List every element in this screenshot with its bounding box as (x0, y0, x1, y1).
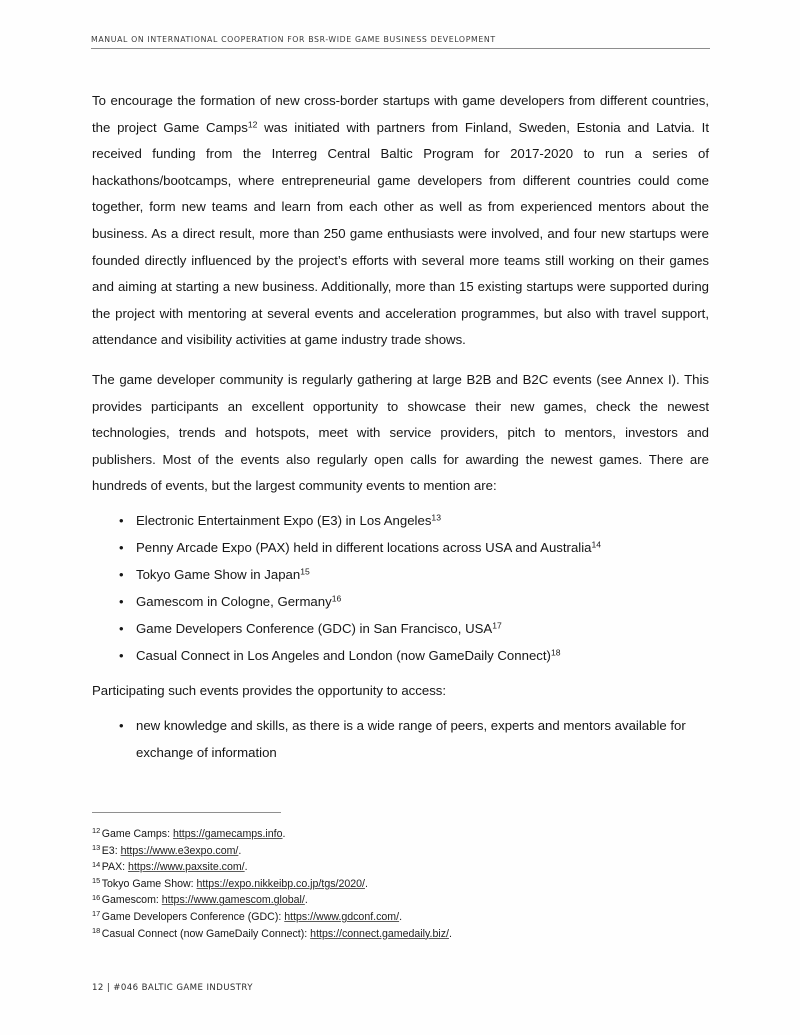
paragraph-participating: Participating such events provides the opportunity to access: (92, 683, 447, 699)
list-item-label: Penny Arcade Expo (PAX) held in different locations across USA and Australia (136, 540, 592, 555)
footnote-label: Game Camps: (101, 828, 173, 840)
list-gap-3 (92, 705, 709, 713)
list-item (92, 508, 709, 535)
bullet-icon: • (119, 648, 124, 664)
footnote-16 (92, 892, 709, 909)
list-gap-1 (92, 500, 709, 508)
list-item-label: new knowledge and skills, as there is a wide range of peers, experts and mentors available for exchange of information (136, 718, 686, 760)
list-item-label: Tokyo Game Show in Japan (136, 567, 301, 583)
bullet-icon: • (119, 718, 124, 734)
footnote-tail: . (364, 877, 368, 890)
paragraph-game-camps-text-1: To encourage the formation of new cross-border startups with game developers from different countries, the project Game Camps (92, 93, 709, 135)
document-body (92, 88, 709, 766)
footnote-number: 12 (92, 826, 101, 836)
footnote-tail: . (399, 910, 403, 923)
benefits-bullet-list (92, 713, 709, 766)
footnote-15 (92, 876, 709, 893)
header-divider (91, 48, 710, 49)
list-gap-2 (92, 670, 709, 678)
list-item (92, 713, 709, 766)
footnote-ref-13[interactable]: 13 (431, 512, 441, 523)
paragraph-gap-1 (92, 354, 709, 367)
footnote-tail: . (238, 844, 242, 857)
footnote-tail: . (244, 861, 248, 874)
footnote-label: Casual Connect (now GameDaily Connect): (101, 927, 311, 940)
list-item (92, 616, 709, 643)
footnote-17 (92, 909, 709, 926)
paragraph-game-camps (92, 88, 709, 354)
footnote-ref-16[interactable]: 16 (331, 593, 342, 604)
footnote-ref-12[interactable]: 12 (247, 119, 258, 130)
footnote-ref-15[interactable]: 15 (300, 566, 310, 577)
footnote-tail: . (448, 927, 452, 940)
footnote-number: 15 (92, 876, 101, 886)
footnote-link[interactable]: https://www.paxsite.com/ (128, 861, 245, 874)
footnote-13 (92, 843, 709, 860)
footnote-ref-18[interactable]: 18 (550, 647, 561, 658)
footnote-link[interactable]: https://www.e3expo.com/ (120, 844, 239, 857)
footnote-label: E3: (101, 844, 121, 857)
footnote-ref-14[interactable]: 14 (591, 539, 602, 550)
list-item (92, 643, 709, 670)
footnote-label: Tokyo Game Show: (101, 877, 197, 890)
list-item-label: Electronic Entertainment Expo (E3) in Los Angeles (136, 512, 432, 528)
list-item-label: Casual Connect in Los Angeles and London (now GameDaily Connect) (136, 648, 551, 664)
footnote-link[interactable]: https://www.gdconf.com/ (284, 910, 400, 923)
footnote-tail: . (282, 828, 286, 840)
footnote-separator (92, 812, 281, 813)
footnote-14 (92, 859, 709, 876)
footnote-link[interactable]: https://gamecamps.info (172, 828, 283, 840)
footnote-label: PAX: (101, 861, 129, 874)
list-item (92, 535, 709, 562)
footnote-number: 17 (92, 909, 101, 919)
page-footer: 12 | #046 BALTIC GAME INDUSTRY (92, 983, 253, 993)
footnote-link[interactable]: https://connect.gamedaily.biz/ (310, 927, 449, 940)
footnote-18 (92, 926, 709, 943)
footnote-label: Gamescom: (101, 894, 162, 907)
running-header (91, 34, 710, 49)
footnote-number: 13 (92, 843, 101, 852)
list-item-label: Game Developers Conference (GDC) in San Francisco, USA (136, 621, 493, 637)
footnote-label: Game Developers Conference (GDC): (101, 910, 285, 923)
footnote-link[interactable]: https://www.gamescom.global/ (161, 894, 305, 907)
footnotes-section (92, 812, 709, 942)
footnote-number: 18 (92, 925, 101, 935)
bullet-icon: • (119, 567, 124, 583)
footnote-tail: . (304, 894, 308, 907)
running-header-title: MANUAL ON INTERNATIONAL COOPERATION FOR BSR-WIDE GAME BUSINESS DEVELOPMENT (91, 35, 496, 44)
list-item-label: Gamescom in Cologne, Germany (136, 594, 332, 610)
bullet-icon: • (119, 621, 124, 637)
footnote-number: 16 (92, 892, 101, 902)
bullet-icon: • (119, 594, 124, 610)
list-item (92, 562, 709, 589)
events-bullet-list (92, 508, 709, 670)
list-item (92, 589, 709, 616)
footnote-ref-17[interactable]: 17 (492, 620, 502, 631)
footnote-link[interactable]: https://expo.nikkeibp.co.jp/tgs/2020/ (196, 877, 365, 890)
bullet-icon: • (119, 540, 124, 555)
paragraph-community-events: The game developer community is regularly gathering at large B2B and B2C events (see Annex I). This provides participants an excellent opportunity to showcase their new games, check the newest technologies, trends and hotspots, meet with service providers, pitch to mentors, investors and publishers. Most of the events also regularly open calls for awarding the newest games. There are hundreds of events, but the largest community events to mention are: (92, 371, 709, 494)
paragraph-game-camps-text-2: was initiated with partners from Finland, Sweden, Estonia and Latvia. It received funding from the Interreg Central Baltic Program for 2017-2020 to run a series of hackathons/bootcamps, where entrepreneurial game developers from different countries could come together, form new teams and learn from each other as well as from experienced mentors about the business. As a direct result, more than 250 game enthusiasts were involved, and four new startups were founded directly influenced by the project’s efforts with several more teams still working on their games and aiming at starting a new business. Additionally, more than 15 existing startups were supported during the project with mentoring at several events and acceleration programmes, but also with travel support, attendance and visibility activities at game industry trade shows. (92, 119, 709, 348)
footnote-12 (92, 826, 709, 843)
bullet-icon: • (119, 512, 124, 528)
footnote-number: 14 (92, 859, 101, 869)
